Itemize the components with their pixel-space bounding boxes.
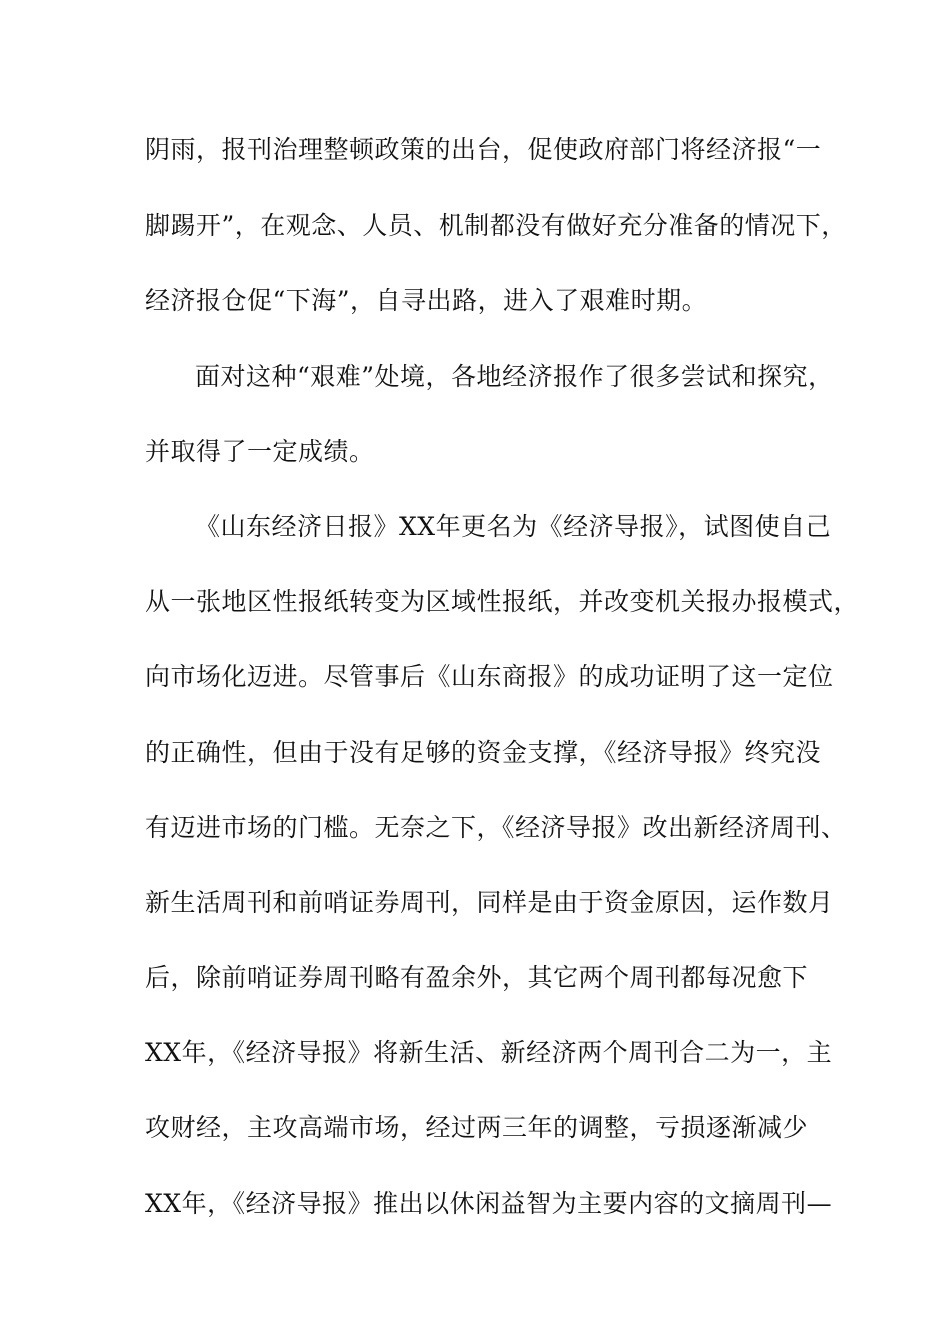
text-line: XX年，《经济导报》将新生活、新经济两个周刊合二为一，主 — [145, 1038, 833, 1067]
text-line: 并取得了一定成绩。 — [145, 437, 375, 466]
text-line: 阴雨，报刊治理整顿政策的出台，促使政府部门将经济报“一 — [145, 135, 822, 164]
text-line: 后，除前哨证券周刊略有盈余外，其它两个周刊都每况愈下 — [145, 963, 809, 992]
text-line: 有迈进市场的门槛。无奈之下，《经济导报》改出新经济周刊、 — [145, 813, 847, 842]
text-line: 攻财经，主攻高端市场，经过两三年的调整，亏损逐渐减少 — [145, 1113, 809, 1142]
text-line: 新生活周刊和前哨证券周刊，同样是由于资金原因，运作数月 — [145, 888, 834, 917]
paragraph-start-line: 《山东经济日报》XX年更名为《经济导报》，试图使自己 — [195, 512, 832, 541]
text-line: 向市场化迈进。尽管事后《山东商报》的成功证明了这一定位 — [145, 662, 834, 691]
text-line: 经济报仓促“下海”，自寻出路，进入了艰难时期。 — [145, 286, 708, 315]
paragraph-start-line: 面对这种“艰难”处境，各地经济报作了很多尝试和探究， — [195, 362, 834, 391]
text-line: 从一张地区性报纸转变为区域性报纸，并改变机关报办报模式， — [145, 587, 860, 616]
text-line: XX年，《经济导报》推出以休闲益智为主要内容的文摘周刊— — [145, 1189, 833, 1218]
text-line: 的正确性，但由于没有足够的资金支撑，《经济导报》终究没 — [145, 738, 822, 767]
text-line: 脚踢开”，在观念、人员、机制都没有做好充分准备的情况下， — [145, 211, 847, 240]
